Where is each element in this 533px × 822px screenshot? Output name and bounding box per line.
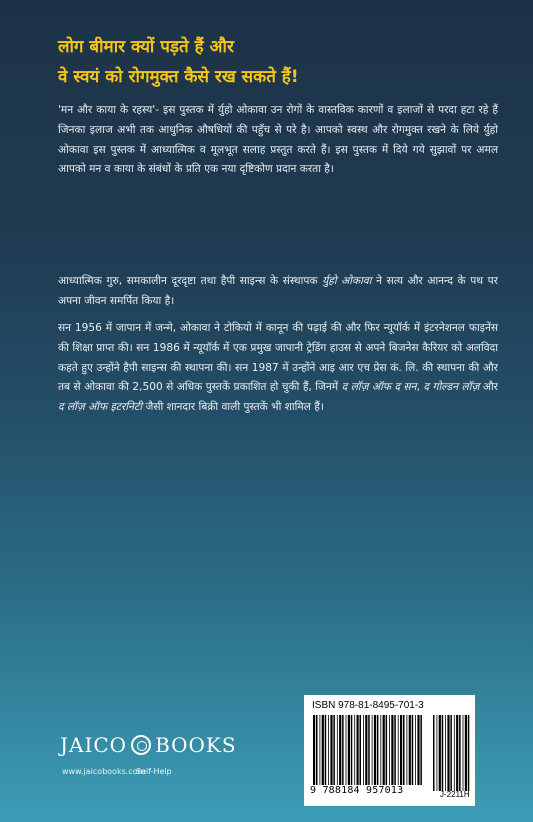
- addon-barcode-icon: [432, 715, 470, 791]
- book-title-laws-of-eternity: द लॉज़ ऑफ इटरनिटी: [58, 401, 143, 414]
- barcode-box: [304, 695, 475, 806]
- headline: [58, 32, 518, 92]
- author-bio-end: जैसी शानदार बिक्री वाली पुस्तकें भी शामिल हैं।: [142, 401, 324, 414]
- genre-label: Self-Help: [136, 767, 172, 776]
- ean-number: 9 788184 957013: [310, 785, 404, 796]
- product-code: J-2211H: [440, 790, 470, 799]
- book-title-golden-laws: द गोल्डन लॉज़: [423, 381, 480, 394]
- author-intro-end: ने सत्य और आनन्द के पथ पर अपना जीवन समर्पित किया है।: [58, 275, 498, 307]
- barcode-icon: [312, 715, 424, 785]
- title-separator: ,: [416, 381, 424, 394]
- book-title-laws-of-sun: द लॉज़ ऑफ द सन: [341, 381, 417, 394]
- author-intro-start: आध्यात्मिक गुरु, समकालीन दूरदृष्टा तथा हैपी साइन्स के संस्थापक: [58, 275, 323, 287]
- author-bio-text: सन 1956 में जापान में जन्मे, ओकावा ने टोकियो में कानून की पढ़ाई की और फिर न्यूयॉर्क में इंटरनेशनल फाइनेंस की शिक्षा प्राप्त की। सन 1986 में न्यूयॉर्क में एक प्रमुख जापानी ट्रेडिंग हाउस से अपने बिजनेस कैरियर को अलविदा कहते हुए उन्होंने हैपी साइन्स की स्थापना की। सन 1987 में उन्होंने आइ आर एच प्रेस कं. लि. की स्थापना की और तब से ओकावा की 2,500 से अधिक पुस्तकें प्रकाशित हो चुकी हैं, जिनमें: [58, 322, 498, 394]
- book-description: 'मन और काया के रहस्य'- इस पुस्तक में र्युहो ओकावा उन रोगों के वास्तविक कारणों व इलाजों से परदा हटा रहे हैं जिनका इलाज अभी तक आधुनिक औषधियों की पहुँच से परे है। आपको स्वस्थ और रोगमुक्त रखने के लिये र्युहो ओकावा इस पुस्तक में आध्यात्मिक व मूलभूत सलाह प्रस्तुत करते हैं। इस पुस्तक में दिये गये सुझावों पर अमल आपको मन व काया के संबंधों के प्रति एक नया दृष्टिकोण प्रदान करता है।: [58, 104, 498, 176]
- brand-books: BOOKS: [155, 733, 237, 757]
- author-name: र्युहो ओकावा: [322, 275, 372, 287]
- author-intro: [58, 272, 498, 312]
- publisher-url[interactable]: www.jaicobooks.com: [62, 767, 146, 776]
- brand-jaico: JAICO: [60, 733, 128, 757]
- author-bio: [58, 319, 498, 418]
- title-separator: और: [479, 381, 498, 394]
- isbn-label: ISBN 978-81-8495-701-3: [312, 700, 424, 711]
- headline-line-2: वे स्वयं को रोगमुक्त कैसे रख सकते हैं!: [58, 67, 299, 87]
- headline-line-1: लोग बीमार क्यों पड़ते हैं और: [58, 37, 234, 57]
- seal-icon: [131, 735, 151, 755]
